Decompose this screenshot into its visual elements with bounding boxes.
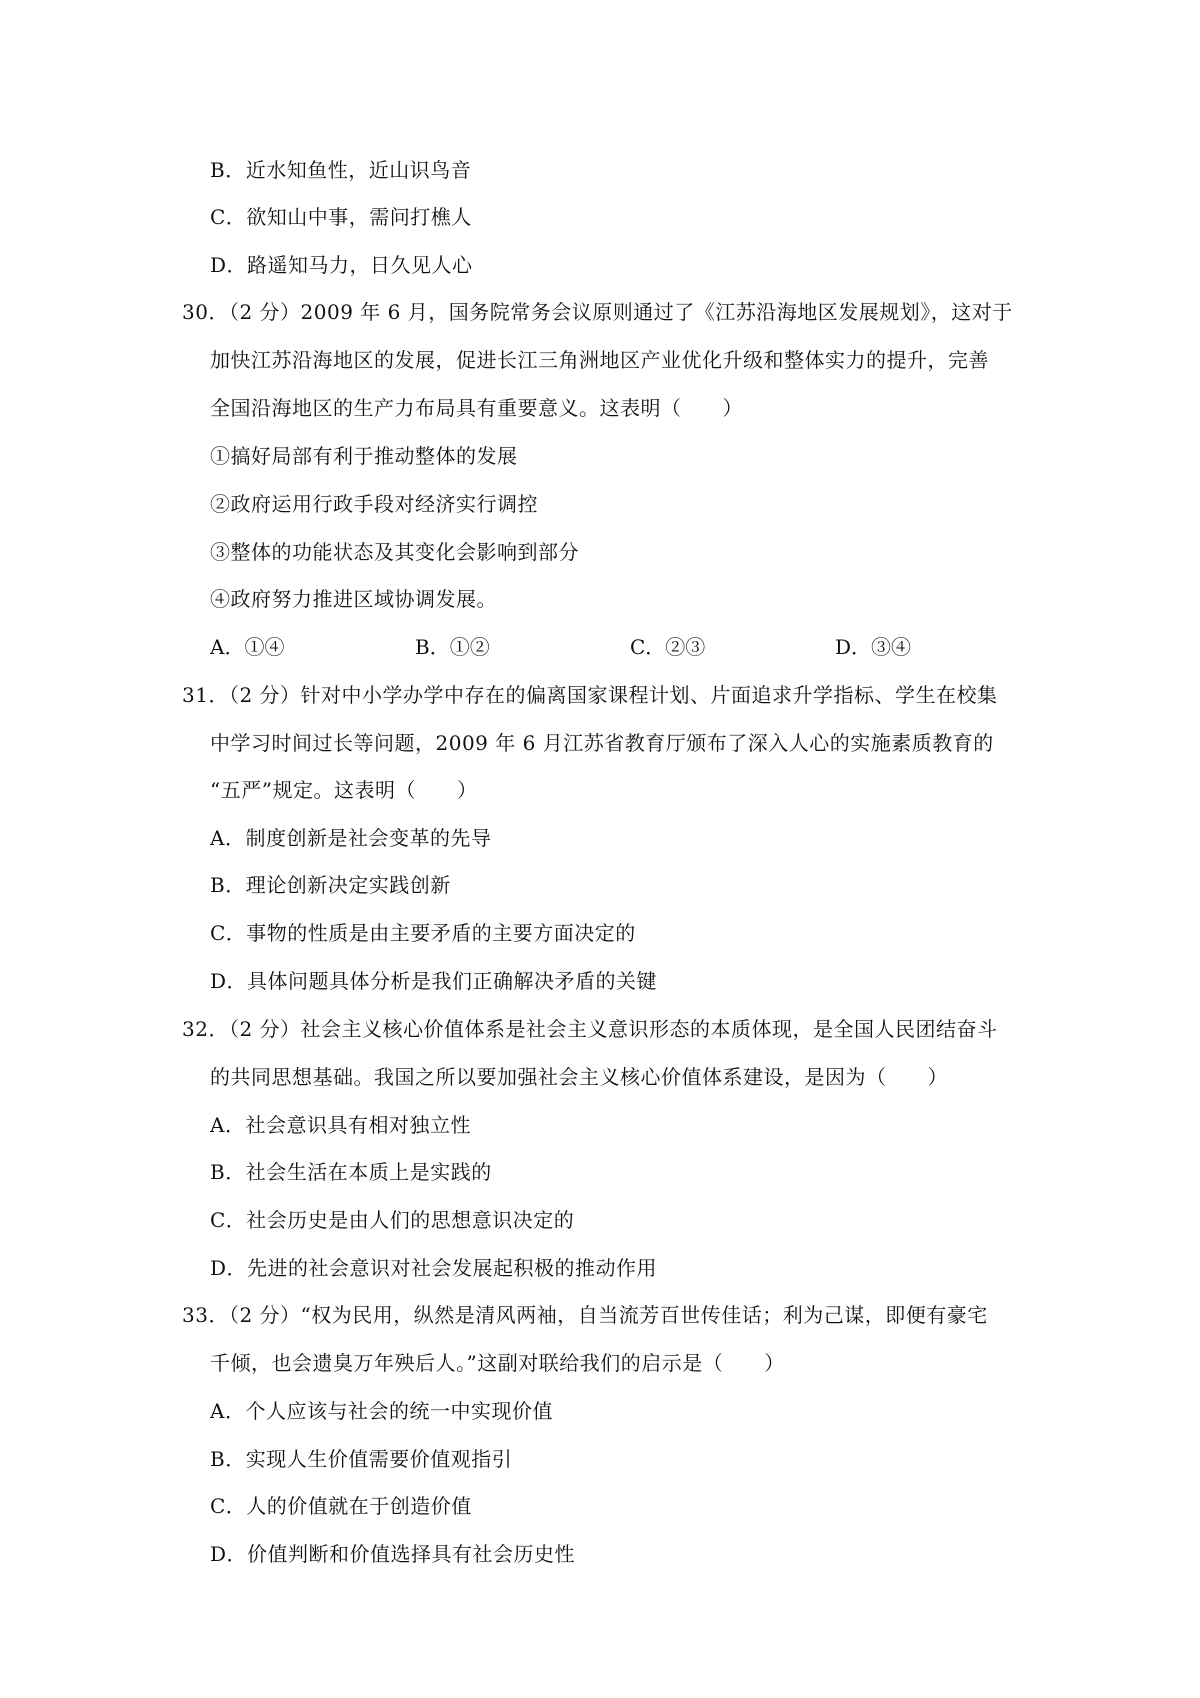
- q31-option-c: C．事物的性质是由主要矛盾的主要方面决定的: [210, 921, 636, 945]
- q30-choice-c: C．②③: [630, 635, 706, 659]
- q29-option-d: D．路遥知马力，日久见人心: [210, 253, 473, 277]
- q33-stem-line-2: 千倾，也会遗臭万年殃后人。”这副对联给我们的启示是（ ）: [210, 1351, 785, 1375]
- q30-statement-2: ②政府运用行政手段对经济实行调控: [210, 492, 538, 516]
- q30-choice-a: A．①④: [210, 635, 285, 659]
- q33-option-a: A．个人应该与社会的统一中实现价值: [210, 1399, 553, 1423]
- q30-stem-line-3: 全国沿海地区的生产力布局具有重要意义。这表明（ ）: [210, 396, 743, 420]
- q31-stem-line-3: “五严”规定。这表明（ ）: [210, 778, 478, 802]
- q32-option-b: B．社会生活在本质上是实践的: [210, 1160, 492, 1184]
- q29-option-b: B．近水知鱼性，近山识鸟音: [210, 158, 472, 182]
- q33-option-c: C．人的价值就在于创造价值: [210, 1494, 472, 1518]
- q32-stem-line-2: 的共同思想基础。我国之所以要加强社会主义核心价值体系建设，是因为（ ）: [210, 1065, 948, 1089]
- q33-option-b: B．实现人生价值需要价值观指引: [210, 1447, 513, 1471]
- q31-stem-line-2: 中学习时间过长等问题，2009 年 6 月江苏省教育厅颁布了深入人心的实施素质教育的: [210, 731, 994, 755]
- q32-option-a: A．社会意识具有相对独立性: [210, 1113, 471, 1137]
- q30-choice-d: D．③④: [835, 635, 912, 659]
- q30-choice-b: B．①②: [415, 635, 490, 659]
- q30-stem-line-2: 加快江苏沿海地区的发展，促进长江三角洲地区产业优化升级和整体实力的提升，完善: [210, 348, 989, 372]
- q32-option-d: D．先进的社会意识对社会发展起积极的推动作用: [210, 1256, 658, 1280]
- q32-option-c: C．社会历史是由人们的思想意识决定的: [210, 1208, 575, 1232]
- q33-option-d: D．价值判断和价值选择具有社会历史性: [210, 1542, 576, 1566]
- q30-stem-line-1: 30．（2 分）2009 年 6 月，国务院常务会议原则通过了《江苏沿海地区发展规划》，这对于: [182, 300, 1013, 324]
- q30-statement-4: ④政府努力推进区域协调发展。: [210, 587, 497, 611]
- q31-stem-line-1: 31．（2 分）针对中小学办学中存在的偏离国家课程计划、片面追求升学指标、学生在校集: [182, 683, 998, 707]
- q31-option-b: B．理论创新决定实践创新: [210, 873, 451, 897]
- q31-option-d: D．具体问题具体分析是我们正确解决矛盾的关键: [210, 969, 658, 993]
- q30-choices: [210, 633, 970, 661]
- q33-stem-line-1: 33．（2 分）“权为民用，纵然是清风两袖，自当流芳百世传佳话；利为己谋，即便有豪宅: [182, 1303, 988, 1327]
- q29-option-c: C．欲知山中事，需问打樵人: [210, 205, 472, 229]
- q30-statement-3: ③整体的功能状态及其变化会影响到部分: [210, 540, 579, 564]
- q31-option-a: A．制度创新是社会变革的先导: [210, 826, 492, 850]
- q30-statement-1: ①搞好局部有利于推动整体的发展: [210, 444, 518, 468]
- q32-stem-line-1: 32．（2 分）社会主义核心价值体系是社会主义意识形态的本质体现，是全国人民团结奋斗: [182, 1017, 998, 1041]
